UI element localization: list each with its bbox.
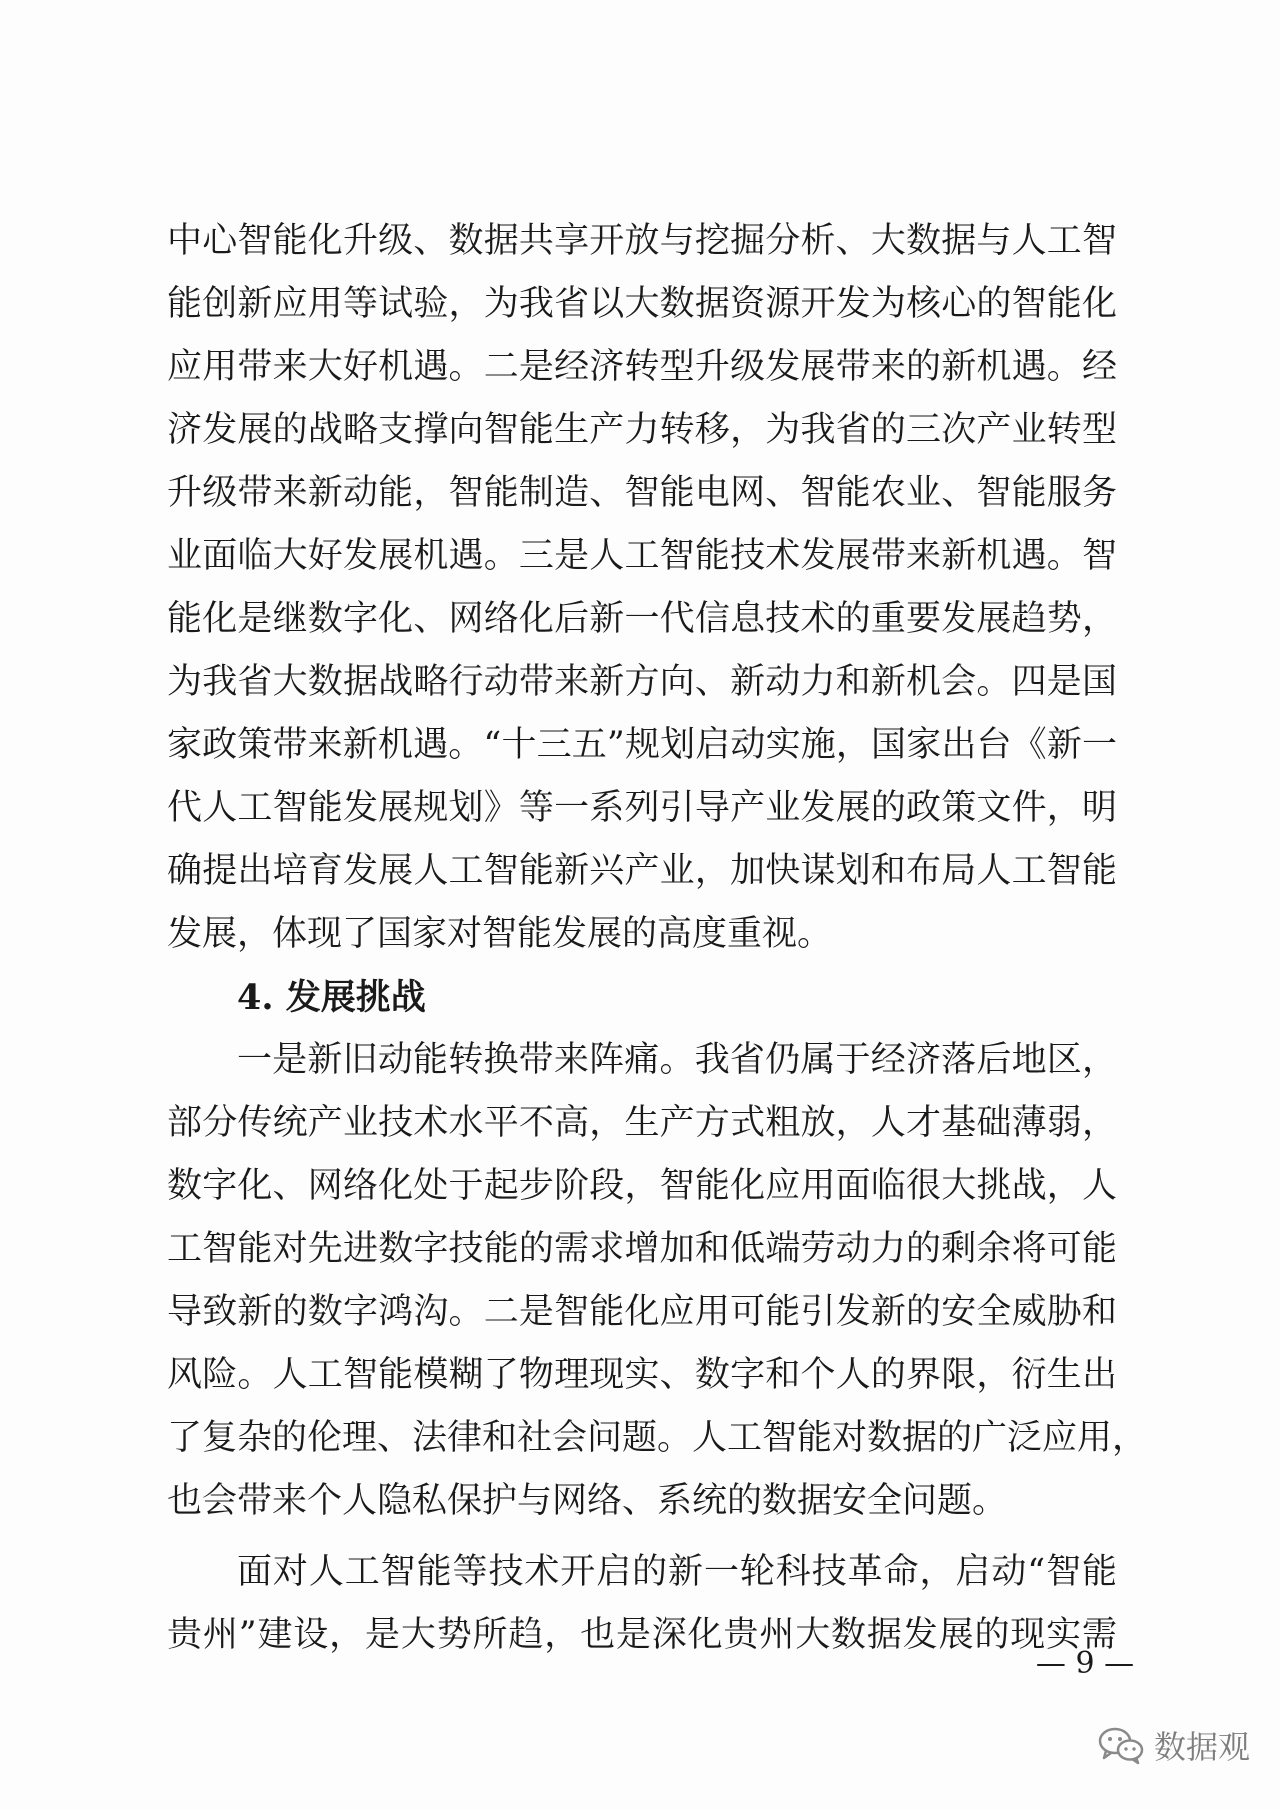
text-line: 风险。人工智能模糊了物理现实、数字和个人的界限，衍生出 [167,1355,1117,1395]
text-line: 了复杂的伦理、法律和社会问题。人工智能对数据的广泛应用， [167,1418,1148,1458]
wechat-icon [1098,1725,1144,1765]
text-line: 工智能对先进数字技能的需求增加和低端劳动力的剩余将可能 [167,1229,1117,1269]
text-line: 发展，体现了国家对智能发展的高度重视。 [167,914,833,954]
text-line: 能化是继数字化、网络化后新一代信息技术的重要发展趋势， [167,599,1117,639]
text-line: 家政策带来新机遇。“十三五”规划启动实施，国家出台《新一 [167,725,1117,765]
text-line: 能创新应用等试验，为我省以大数据资源开发为核心的智能化 [167,284,1117,324]
text-line: 导致新的数字鸿沟。二是智能化应用可能引发新的安全威胁和 [167,1292,1117,1332]
text-line: 数字化、网络化处于起步阶段，智能化应用面临很大挑战，人 [167,1166,1117,1206]
text-line: 业面临大好发展机遇。三是人工智能技术发展带来新机遇。智 [167,536,1117,576]
text-line: 也会带来个人隐私保护与网络、系统的数据安全问题。 [167,1481,1008,1521]
watermark-text: 数据观 [1154,1728,1251,1766]
text-line: 贵州”建设，是大势所趋，也是深化贵州大数据发展的现实需 [167,1615,1117,1655]
text-line: 确提出培育发展人工智能新兴产业，加快谋划和布局人工智能 [167,851,1117,891]
text-line: 代人工智能发展规划》等一系列引导产业发展的政策文件，明 [167,788,1117,828]
text-line: 中心智能化升级、数据共享开放与挖掘分析、大数据与人工智 [167,221,1117,261]
text-line: 济发展的战略支撑向智能生产力转移，为我省的三次产业转型 [167,410,1117,450]
text-line: 面对人工智能等技术开启的新一轮科技革命，启动“智能 [237,1552,1117,1592]
paragraph-gap [167,1533,1117,1541]
watermark [1098,1720,1250,1770]
body-text [167,210,1148,1667]
text-line: 为我省大数据战略行动带来新方向、新动力和新机会。四是国 [167,662,1117,702]
section-heading: 4. 发展挑战 [237,977,426,1018]
text-line: 升级带来新动能，智能制造、智能电网、智能农业、智能服务 [167,473,1117,513]
text-line: 应用带来大好机遇。二是经济转型升级发展带来的新机遇。经 [167,347,1117,387]
text-line: 部分传统产业技术水平不高，生产方式粗放，人才基础薄弱， [167,1103,1117,1143]
text-line: 一是新旧动能转换带来阵痛。我省仍属于经济落后地区， [237,1040,1117,1080]
page-number: — 9 — [1035,1646,1135,1681]
